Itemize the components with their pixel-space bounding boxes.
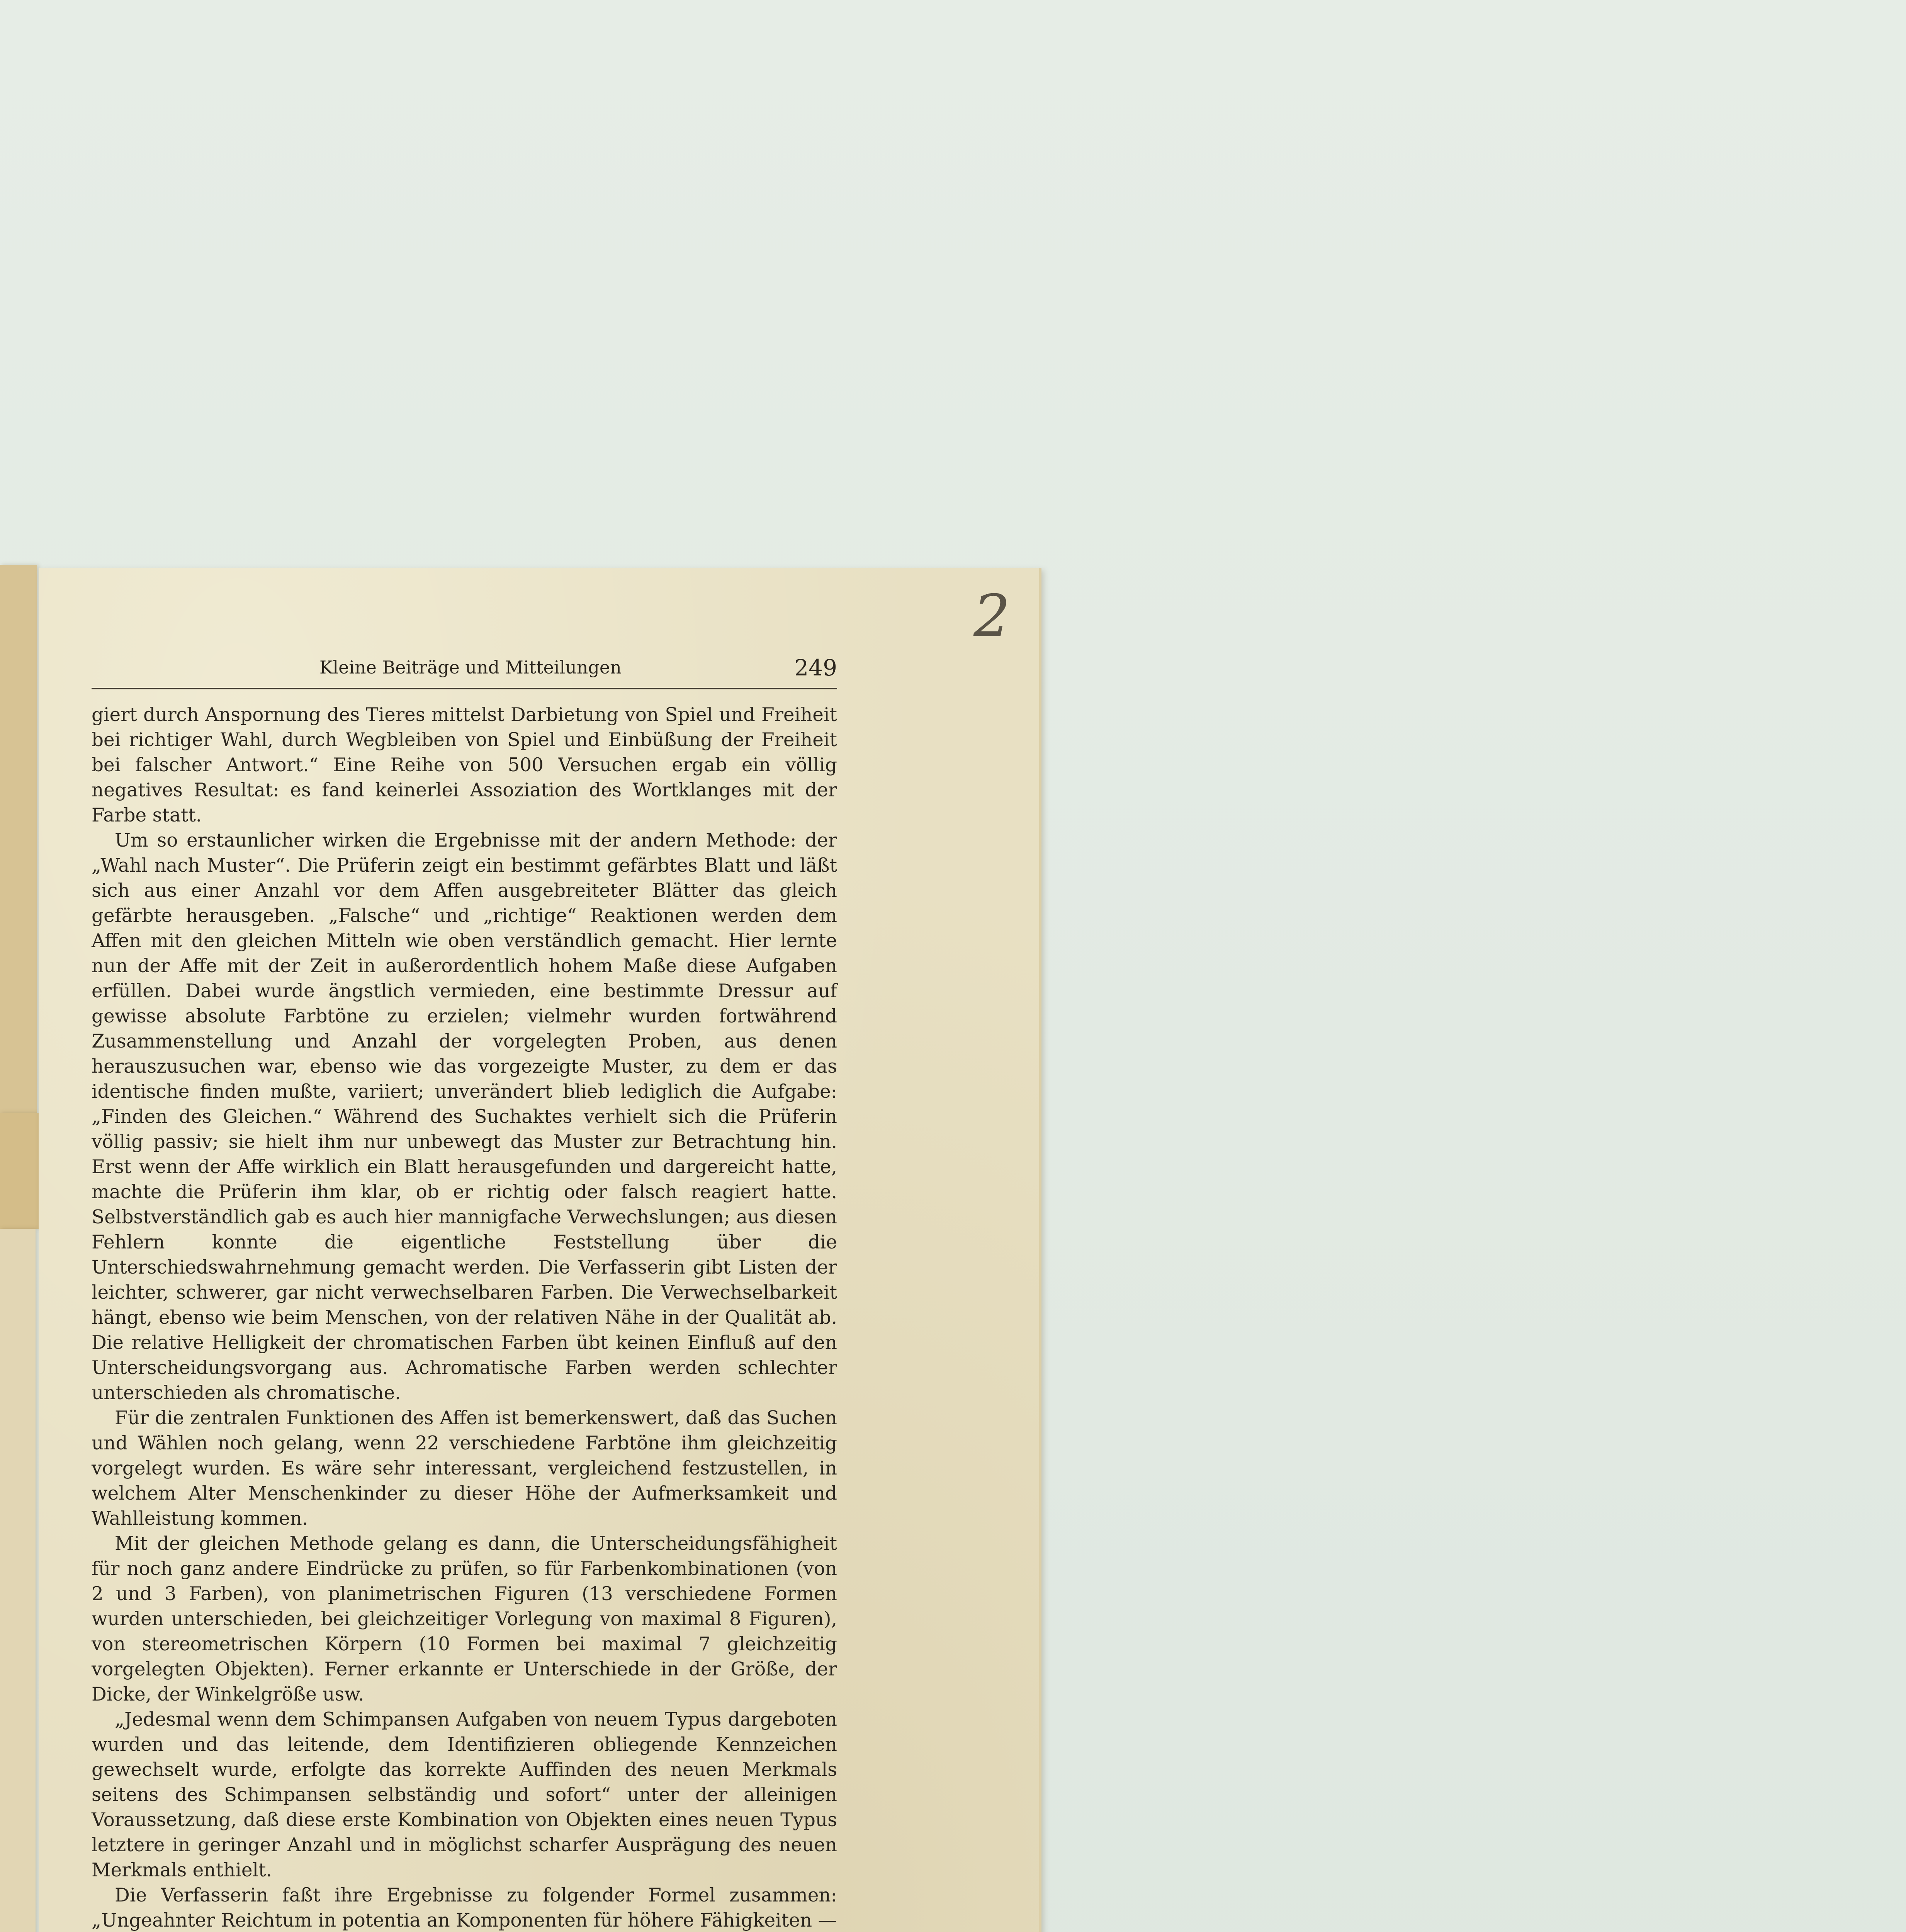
paragraph: Mit der gleichen Methode gelang es dann, die Unterscheidungsfähigheit für noch ganz andere Eindrücke zu prüfen, so für Farbenkombinationen (von 2 und 3 Farben), von planimetrischen Figuren (13 verschiedene Formen wurden unterschieden, bei gleichzeitiger Vorlegung von maximal 8 Figuren), von stereometrischen Körpern (10 Formen bei maximal 7 gleichzeitig vorgelegten Objekten). Ferner erkannte er Unterschiede in der Größe, der Dicke, der Winkelgröße usw. <box>92 1533 837 1705</box>
paragraph: Die Verfasserin faßt ihre Ergebnisse zu folgender Formel zusammen: „Ungeahnter Reichtum in potentia an Komponenten für höhere Fähigkeiten — <box>92 1884 837 1931</box>
running-head-title: Kleine Beiträge und Mitteilungen <box>319 657 622 678</box>
torn-binding-strip <box>0 1229 36 1932</box>
paragraph: Für die zentralen Funktionen des Affen ist bemerkenswert, daß das Suchen und Wählen noch gelang, wenn 22 verschiedene Farbtöne ihm gleichzeitig vorgelegt wurden. Es wäre sehr interessant, vergleichend festzustellen, in welchem Alter Menschenkinder zu dieser Höhe der Aufmerksamkeit und Wahlleistung kommen. <box>92 1407 837 1529</box>
body-text <box>92 702 837 1931</box>
page-number: 249 <box>794 655 837 681</box>
paragraph: Um so erstaunlicher wirken die Ergebnisse mit der andern Methode: der „Wahl nach Muster“. Die Prüferin zeigt ein bestimmt gefärbtes Blatt und läßt sich aus einer Anzahl vor dem Affen ausgebreiteter Blätter das gleich gefärbte herausgeben. „Falsche“ und „richtige“ Reaktionen werden dem Affen mit den gleichen Mitteln wie oben verständlich gemacht. Hier lernte nun der Affe mit der Zeit in außerordentlich hohem Maße diese Aufgaben erfüllen. Dabei wurde ängstlich vermieden, eine bestimmte Dressur auf gewisse absolute Farbtöne zu erzielen; vielmehr wurden fortwährend Zusammenstellung und Anzahl der vorgelegten Proben, aus denen herauszusuchen war, ebenso wie das vorgezeigte Muster, zu dem er das identische finden mußte, variiert; unverändert blieb lediglich die Aufgabe: „Finden des Gleichen.“ Während des Suchaktes verhielt sich die Prüferin völlig passiv; sie hielt ihm nur unbewegt das Muster zur Betrachtung hin. Erst wenn der Affe wirklich ein Blatt herausgefunden und dargereicht hatte, machte die Prüferin ihm klar, ob er richtig oder falsch reagiert hatte. Selbstverständlich gab es auch hier mannigfache Verwechslungen; aus diesen Fehlern konnte die eigentliche Feststellung über die Unterschiedswahrnehmung gemacht werden. Die Verfasserin gibt Listen der leichter, schwerer, gar nicht verwechselbaren Farben. Die Verwechselbarkeit hängt, ebenso wie beim Menschen, von der relativen Nähe in der Qualität ab. Die relative Helligkeit der chromatischen Farben übt keinen Einfluß auf den Unterscheidungsvorgang aus. Achromatische Farben werden schlechter unterschieden als chromatische. <box>92 830 837 1404</box>
handwritten-page-mark: 2 <box>973 583 1011 650</box>
paragraph: giert durch Anspornung des Tieres mittelst Darbietung von Spiel und Freiheit bei richtiger Wahl, durch Wegbleiben von Spiel und Einbüßung der Freiheit bei falscher Antwort.“ Eine Reihe von 500 Versuchen ergab ein völlig negatives Resultat: es fand keinerlei Assoziation des Wortklanges mit der Farbe statt. <box>92 704 837 826</box>
paragraph: „Jedesmal wenn dem Schimpansen Aufgaben von neuem Typus dargeboten wurden und das leitende, dem Identifizieren obliegende Kennzeichen gewechselt wurde, erfolgte das korrekte Auffinden des neuen Merkmals seitens des Schimpansen selbständig und sofort“ unter der alleinigen Voraussetzung, daß diese erste Kombination von Objekten eines neuen Typus letztere in geringer Anzahl und in möglichst scharfer Ausprägung des neuen Merkmals enthielt. <box>92 1709 837 1881</box>
running-head <box>92 657 837 689</box>
torn-binding-strip <box>0 565 37 1113</box>
